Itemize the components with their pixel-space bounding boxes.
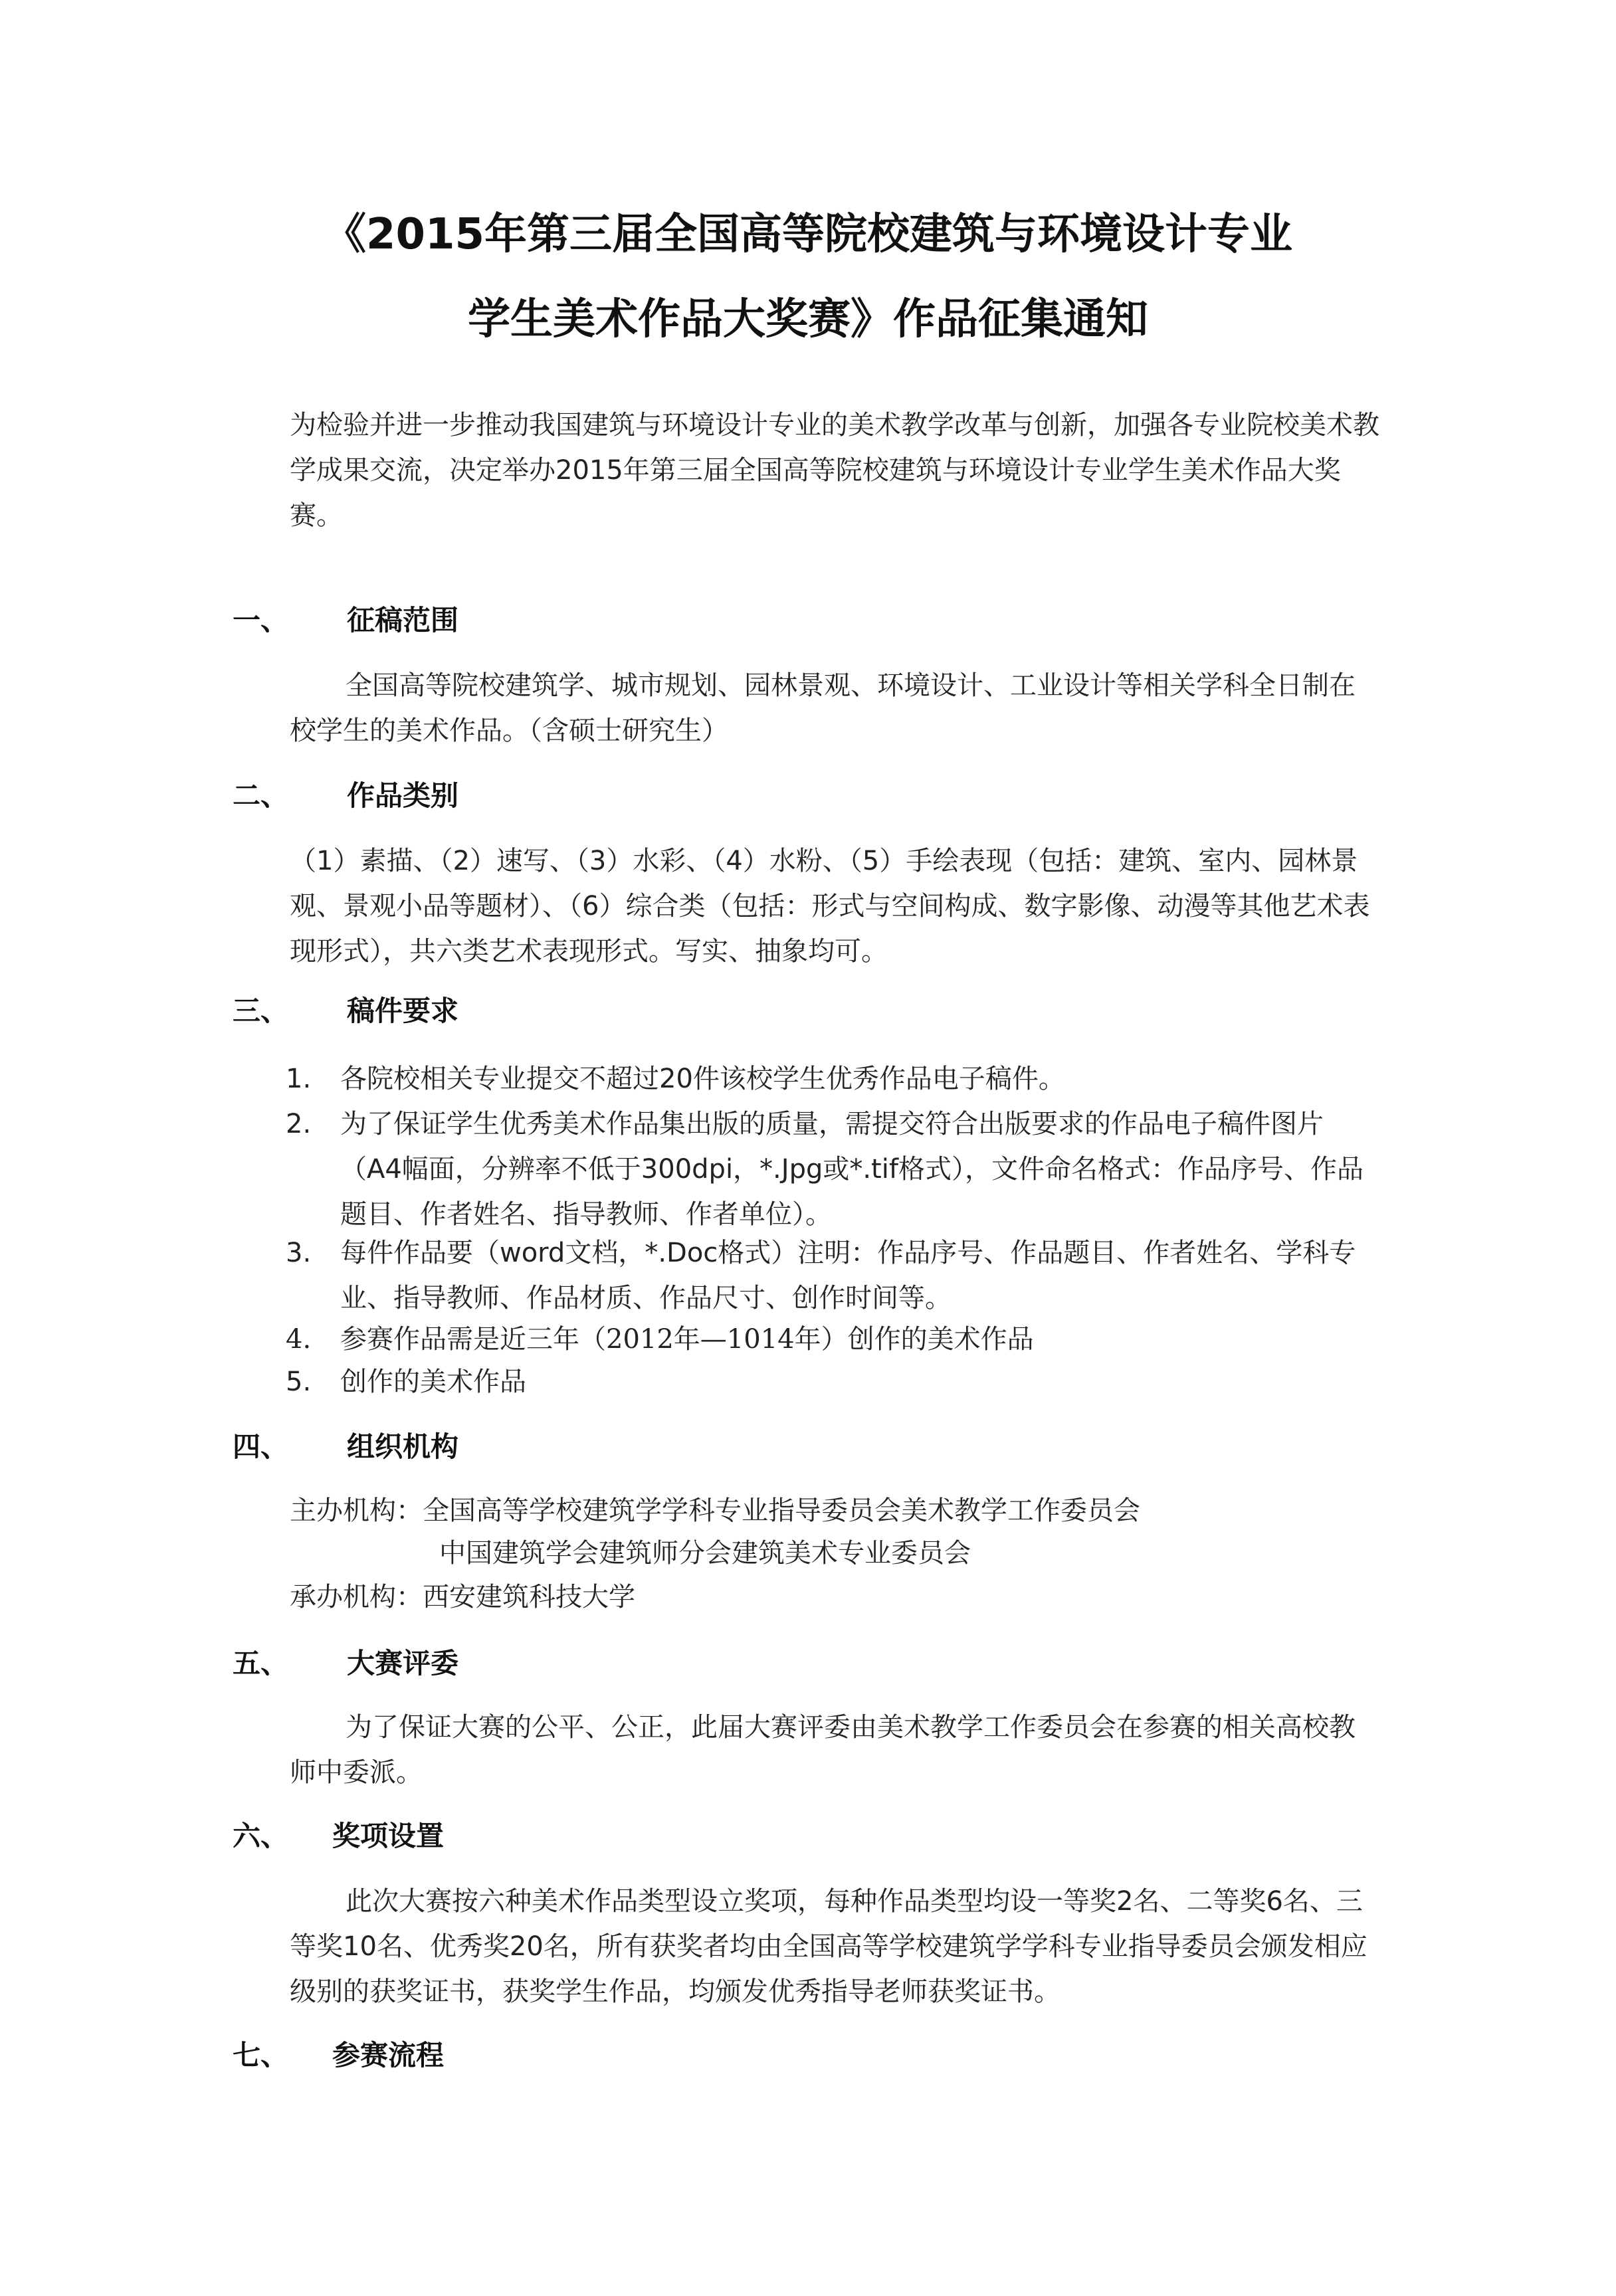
organizer-row: [290, 1575, 1419, 1620]
section-number: 五、: [233, 1647, 289, 1679]
organizer-name: 西安建筑科技大学: [423, 1582, 635, 1612]
list-item-text: 每件作品要（word文档，*.Doc格式）注明：作品序号、作品题目、作者姓名、学科专业、指导教师、作品材质、作品尺寸、创作时间等。: [340, 1238, 1356, 1313]
intro-paragraph: 为检验并进一步推动我国建筑与环境设计专业的美术教学改革与创新，加强各专业院校美术教学成果交流，决定举办2015年第三届全国高等院校建筑与环境设计专业学生美术作品大奖赛。: [290, 410, 1379, 531]
section-heading-6: [233, 1816, 1429, 1856]
section-heading-2: [233, 776, 1429, 816]
list-item-text: 创作的美术作品: [340, 1367, 526, 1397]
section-heading-3: [233, 991, 1429, 1031]
section-number: 四、: [233, 1430, 289, 1463]
section-number: 六、: [233, 1820, 289, 1852]
list-item: [286, 1230, 1382, 1321]
section-heading-1: [233, 601, 1429, 640]
section-title: 参赛流程: [332, 2039, 445, 2071]
host-organization-1: 全国高等学校建筑学学科专业指导委员会美术教学工作委员会: [423, 1495, 1140, 1526]
list-item: [286, 1056, 1382, 1101]
section-5-body: 为了保证大赛的公平、公正，此届大赛评委由美术教学工作委员会在参赛的相关高校教师中委派。: [290, 1712, 1356, 1788]
list-item-number: 4.: [286, 1324, 312, 1355]
list-item-number: 3.: [286, 1238, 312, 1268]
list-item-text: 为了保证学生优秀美术作品集出版的质量，需提交符合出版要求的作品电子稿件图片（A4幅面，分辨率不低于300dpi，*.Jpg或*.tif格式），文件命名格式：作品序号、作品题目、作者姓名、指导教师、作者单位）。: [340, 1109, 1364, 1230]
section-1-body: 全国高等院校建筑学、城市规划、园林景观、环境设计、工业设计等相关学科全日制在校学生的美术作品。（含硕士研究生）: [290, 670, 1356, 746]
section-title: 征稿范围: [347, 604, 459, 636]
section-title: 大赛评委: [347, 1647, 459, 1679]
organizer-label: 承办机构：: [290, 1582, 423, 1612]
list-item-text: 各院校相关专业提交不超过20件该校学生优秀作品电子稿件。: [340, 1064, 1065, 1094]
host-row: [290, 1488, 1419, 1533]
list-item: [286, 1359, 1382, 1404]
section-6-body: 此次大赛按六种美术作品类型设立奖项，每种作品类型均设一等奖2名、二等奖6名、三等奖10名、优秀奖20名，所有获奖者均由全国高等学校建筑学学科专业指导委员会颁发相应级别的获奖证书，获奖学生作品，均颁发优秀指导老师获奖证书。: [290, 1886, 1367, 2007]
section-heading-5: [233, 1644, 1429, 1683]
list-item-number: 1.: [286, 1064, 312, 1094]
list-item-number: 2.: [286, 1109, 312, 1139]
section-number: 二、: [233, 779, 289, 812]
list-item: [286, 1101, 1382, 1237]
section-heading-4: [233, 1427, 1429, 1467]
section-title: 奖项设置: [332, 1820, 445, 1852]
section-title: 组织机构: [347, 1430, 459, 1463]
section-heading-7: [233, 2036, 1429, 2075]
section-2-body: （1）素描、（2）速写、（3）水彩、（4）水粉、（5）手绘表现（包括：建筑、室内、园林景观、景观小品等题材）、（6）综合类（包括：形式与空间构成、数字影像、动漫等其他艺术表现形式），共六类艺术表现形式。写实、抽象均可。: [290, 846, 1370, 967]
section-number: 一、: [233, 604, 289, 636]
section-title: 稿件要求: [347, 995, 459, 1027]
list-item-number: 5.: [286, 1367, 312, 1397]
section-title: 作品类别: [347, 779, 459, 812]
host-label: 主办机构：: [290, 1495, 423, 1526]
document-title-line-1: 《2015年第三届全国高等院校建筑与环境设计专业: [323, 210, 1293, 259]
list-item-text: 参赛作品需是近三年（2012年—1014年）创作的美术作品: [340, 1324, 1034, 1355]
section-number: 七、: [233, 2039, 289, 2071]
list-item: [286, 1317, 1382, 1362]
section-number: 三、: [233, 995, 289, 1027]
host-row-2: [439, 1531, 1436, 1576]
document-title-line-2: 学生美术作品大奖赛》作品征集通知: [468, 295, 1148, 344]
host-organization-2: 中国建筑学会建筑师分会建筑美术专业委员会: [439, 1538, 971, 1569]
